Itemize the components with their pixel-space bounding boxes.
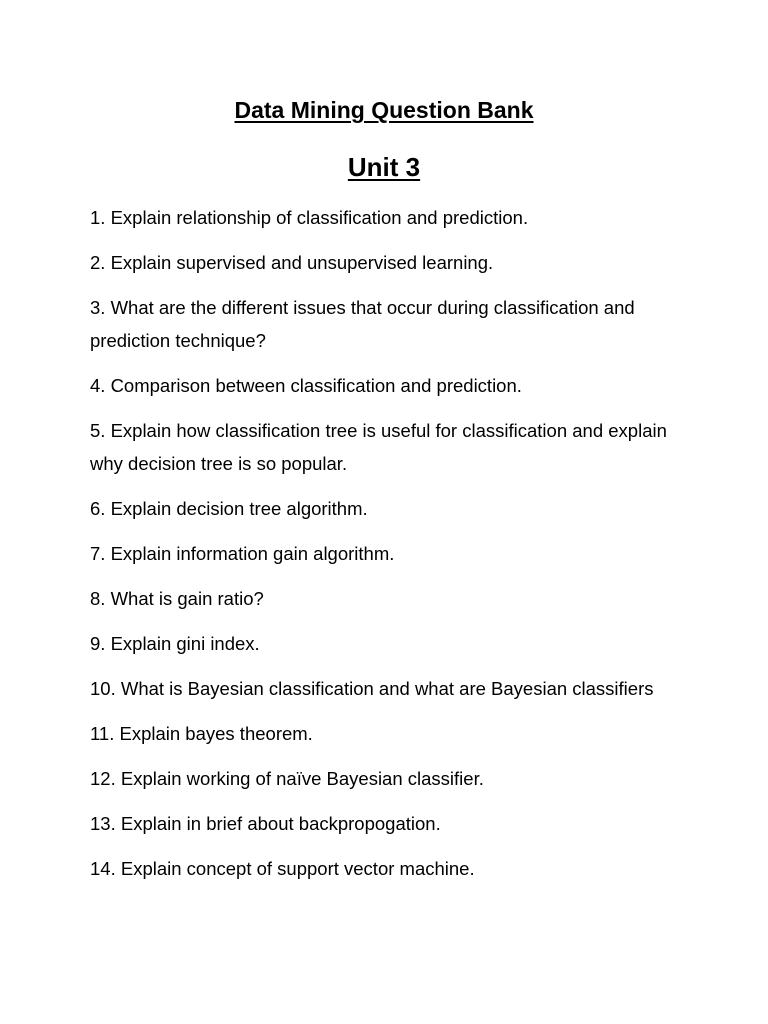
document-title: Data Mining Question Bank	[234, 97, 534, 123]
unit-heading: Unit 3	[347, 152, 421, 182]
question-item: 14. Explain concept of support vector machine.	[90, 858, 475, 879]
question-item: 13. Explain in brief about backpropogation.	[90, 813, 441, 834]
question-item: 9. Explain gini index.	[90, 633, 260, 654]
question-item: 3. What are the different issues that occur during classification and prediction technique?	[90, 297, 635, 351]
question-list	[90, 201, 690, 897]
question-item: 5. Explain how classification tree is useful for classification and explain why decision tree is so popular.	[90, 420, 667, 474]
question-item: 12. Explain working of naïve Bayesian classifier.	[90, 768, 484, 789]
question-item: 1. Explain relationship of classification and prediction.	[90, 207, 529, 228]
question-item: 6. Explain decision tree algorithm.	[90, 498, 368, 519]
question-item: 2. Explain supervised and unsupervised learning.	[90, 252, 494, 273]
question-item: 4. Comparison between classification and prediction.	[90, 375, 522, 396]
question-item: 8. What is gain ratio?	[90, 588, 264, 609]
question-item: 10. What is Bayesian classification and what are Bayesian classifiers	[90, 678, 654, 699]
question-item: 7. Explain information gain algorithm.	[90, 543, 395, 564]
question-item: 11. Explain bayes theorem.	[90, 723, 313, 744]
